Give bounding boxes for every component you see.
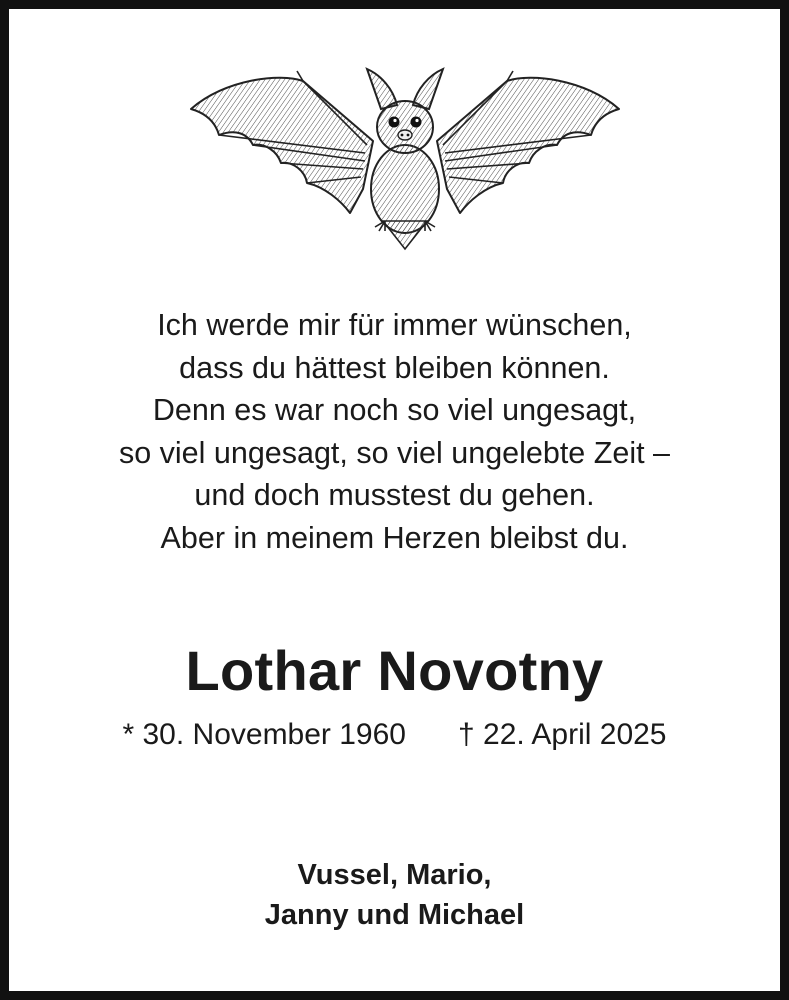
deceased-name: Lothar Novotny <box>185 639 604 702</box>
verse-line: Aber in meinem Herzen bleibst du. <box>160 520 629 555</box>
memorial-verse <box>9 304 780 559</box>
verse-line: Denn es war noch so viel ungesagt, <box>152 393 637 427</box>
bat-illustration-icon <box>185 61 625 257</box>
verse-line: Ich werde mir für immer wünschen, <box>157 308 632 342</box>
birth-date: * 30. November 1960 <box>122 718 406 751</box>
death-date: † 22. April 2025 <box>458 718 667 751</box>
mourners-line: Vussel, Mario, <box>297 859 492 891</box>
verse-line: und doch musstest du gehen. <box>194 478 595 512</box>
life-dates <box>9 715 780 755</box>
verse-line: so viel ungesagt, so viel ungelebte Zeit – <box>118 435 671 470</box>
verse-line: dass du hättest bleiben können. <box>179 350 610 385</box>
mourners-line: Janny und Michael <box>264 899 525 931</box>
mourners-signature <box>9 855 780 935</box>
